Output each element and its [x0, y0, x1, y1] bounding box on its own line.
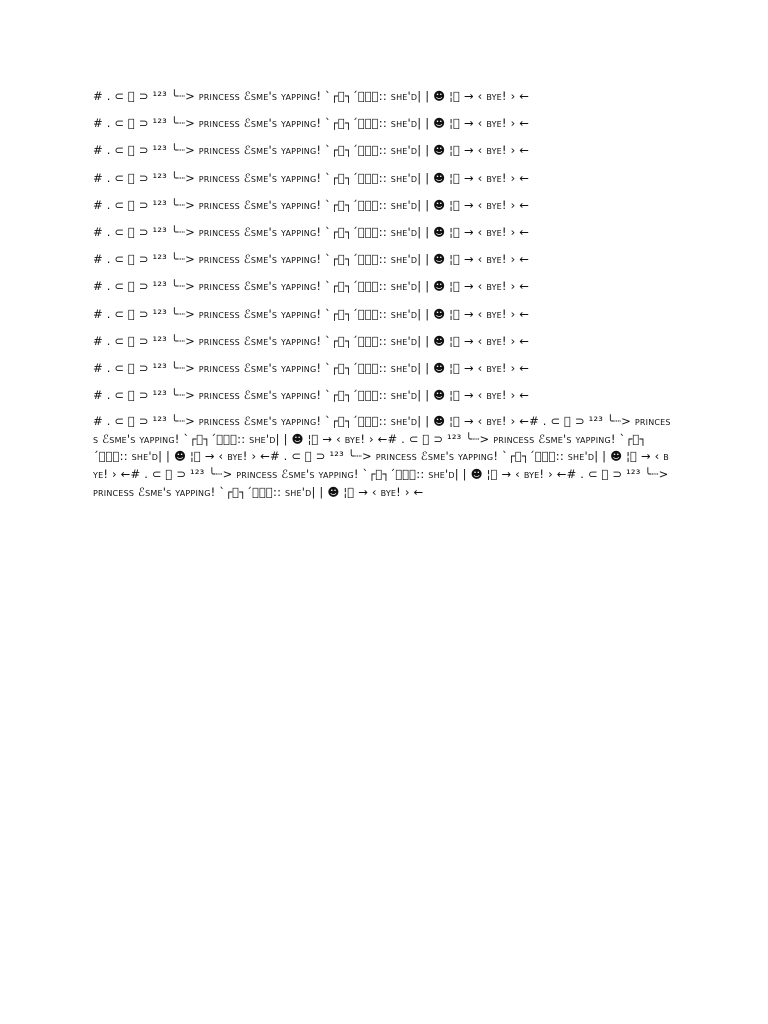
- text-line: # . ⊂ ⃝ ⊃ ¹²³ ╰┈> princess ℰsme's yapping! `┌⃝┐´⃝⃝⃝:: she'd| | ☻ ¦⃝ → ‹ bye! › ←: [93, 279, 530, 294]
- text-line: # . ⊂ ⃝ ⊃ ¹²³ ╰┈> princess ℰsme's yapping! `┌⃝┐´⃝⃝⃝:: she'd| | ☻ ¦⃝ → ‹ bye! › ←: [93, 116, 530, 131]
- text-line: # . ⊂ ⃝ ⊃ ¹²³ ╰┈> princess ℰsme's yapping! `┌⃝┐´⃝⃝⃝:: she'd| | ☻ ¦⃝ → ‹ bye! › ←: [93, 306, 530, 321]
- text-line: # . ⊂ ⃝ ⊃ ¹²³ ╰┈> princess ℰsme's yapping! `┌⃝┐´⃝⃝⃝:: she'd| | ☻ ¦⃝ → ‹ bye! › ←: [93, 143, 530, 158]
- text-line: # . ⊂ ⃝ ⊃ ¹²³ ╰┈> princess ℰsme's yapping! `┌⃝┐´⃝⃝⃝:: she'd| | ☻ ¦⃝ → ‹ bye! › ←: [93, 333, 530, 348]
- text-line: # . ⊂ ⃝ ⊃ ¹²³ ╰┈> princess ℰsme's yapping! `┌⃝┐´⃝⃝⃝:: she'd| | ☻ ¦⃝ → ‹ bye! › ←: [93, 89, 530, 103]
- text-line: # . ⊂ ⃝ ⊃ ¹²³ ╰┈> princess ℰsme's yapping! `┌⃝┐´⃝⃝⃝:: she'd| | ☻ ¦⃝ → ‹ bye! › ←: [93, 224, 530, 239]
- text-line: # . ⊂ ⃝ ⊃ ¹²³ ╰┈> princess ℰsme's yapping! `┌⃝┐´⃝⃝⃝:: she'd| | ☻ ¦⃝ → ‹ bye! › ←: [93, 197, 530, 212]
- text-line: # . ⊂ ⃝ ⊃ ¹²³ ╰┈> princess ℰsme's yapping! `┌⃝┐´⃝⃝⃝:: she'd| | ☻ ¦⃝ → ‹ bye! › ←: [93, 360, 530, 375]
- text-line: # . ⊂ ⃝ ⊃ ¹²³ ╰┈> princess ℰsme's yapping! `┌⃝┐´⃝⃝⃝:: she'd| | ☻ ¦⃝ → ‹ bye! › ←: [93, 170, 530, 185]
- text-line: # . ⊂ ⃝ ⊃ ¹²³ ╰┈> princess ℰsme's yapping! `┌⃝┐´⃝⃝⃝:: she'd| | ☻ ¦⃝ → ‹ bye! › ←: [93, 252, 530, 267]
- text-line: # . ⊂ ⃝ ⊃ ¹²³ ╰┈> princess ℰsme's yapping! `┌⃝┐´⃝⃝⃝:: she'd| | ☻ ¦⃝ → ‹ bye! › ←: [93, 388, 530, 403]
- text-paragraph: # . ⊂ ⃝ ⊃ ¹²³ ╰┈> princess ℰsme's yapping! `┌⃝┐´⃝⃝⃝:: she'd| | ☻ ¦⃝ → ‹ bye! › ←# . ⊂ ⃝ ⊃ ¹²³ ╰┈> princess ℰsme's yapping! `┌⃝┐´⃝⃝⃝:: she'd| | ☻ ¦⃝ → ‹ bye! › ←# . ⊂ ⃝ ⊃ ¹²³ ╰┈> princess ℰsme's yapping! `┌⃝┐´⃝⃝⃝:: she'd| | ☻ ¦⃝ → ‹ bye! › ←# . ⊂ ⃝ ⊃ ¹²³ ╰┈> princess ℰsme's yapping! `┌⃝┐´⃝⃝⃝:: she'd| | ☻ ¦⃝ → ‹ bye! › ←# . ⊂ ⃝ ⊃ ¹²³ ╰┈> princess ℰsme's yapping! `┌⃝┐´⃝⃝⃝:: she'd| | ☻ ¦⃝ → ‹ bye! › ←# . ⊂ ⃝ ⊃ ¹²³ ╰┈> princess ℰsme's yapping! `┌⃝┐´⃝⃝⃝:: she'd| | ☻ ¦⃝ → ‹ bye! › ←: [93, 414, 671, 499]
- text-block: [93, 86, 673, 501]
